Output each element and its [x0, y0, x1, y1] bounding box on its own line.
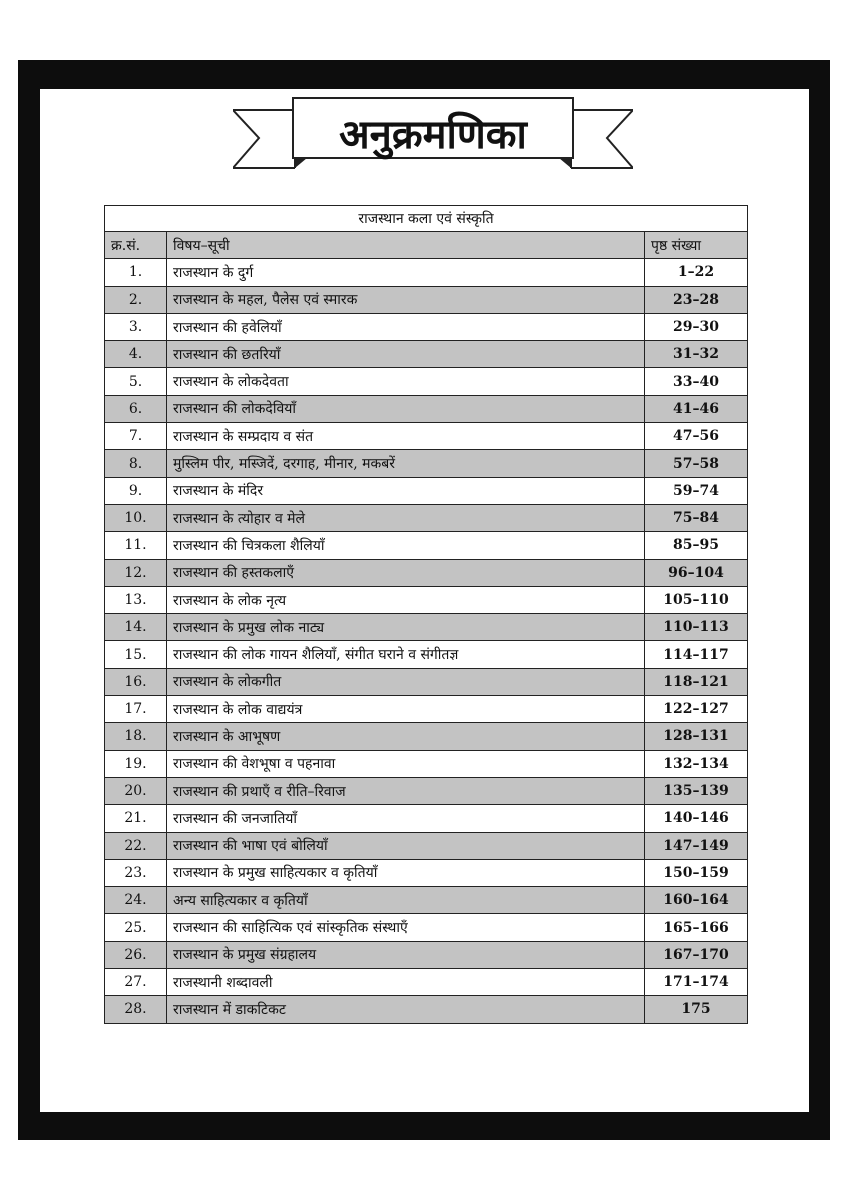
- title-ribbon-banner: [233, 96, 633, 180]
- table-row: [105, 286, 748, 313]
- row-topic: राजस्थान में डाकटिकट: [167, 996, 645, 1023]
- row-topic: राजस्थान की साहित्यिक एवं सांस्कृतिक संस्थाएँ: [167, 914, 645, 941]
- row-topic: राजस्थानी शब्दावली: [167, 969, 645, 996]
- row-serial-number: 1.: [105, 259, 167, 286]
- row-topic: राजस्थान के लोक वाद्ययंत्र: [167, 696, 645, 723]
- row-topic: राजस्थान की लोक गायन शैलियाँ, संगीत घराने व संगीतज्ञ: [167, 641, 645, 668]
- row-topic: राजस्थान के प्रमुख संग्रहालय: [167, 941, 645, 968]
- table-row: [105, 532, 748, 559]
- row-serial-number: 13.: [105, 586, 167, 613]
- table-row: [105, 859, 748, 886]
- row-page-range: 160–164: [645, 887, 748, 914]
- row-serial-number: 20.: [105, 777, 167, 804]
- table-row: [105, 723, 748, 750]
- row-serial-number: 18.: [105, 723, 167, 750]
- row-topic: राजस्थान के मंदिर: [167, 477, 645, 504]
- row-topic: मुस्लिम पीर, मस्जिदें, दरगाह, मीनार, मकबरें: [167, 450, 645, 477]
- row-serial-number: 23.: [105, 859, 167, 886]
- row-serial-number: 14.: [105, 614, 167, 641]
- table-row: [105, 996, 748, 1023]
- table-row: [105, 668, 748, 695]
- row-serial-number: 8.: [105, 450, 167, 477]
- row-topic: राजस्थान के प्रमुख लोक नाट्य: [167, 614, 645, 641]
- row-topic: राजस्थान के महल, पैलेस एवं स्मारक: [167, 286, 645, 313]
- row-page-range: 118–121: [645, 668, 748, 695]
- table-row: [105, 887, 748, 914]
- row-topic: राजस्थान के त्योहार व मेले: [167, 504, 645, 531]
- row-page-range: 132–134: [645, 750, 748, 777]
- table-caption-row: [105, 206, 748, 232]
- row-serial-number: 19.: [105, 750, 167, 777]
- table-row: [105, 313, 748, 340]
- row-serial-number: 7.: [105, 423, 167, 450]
- table-row: [105, 641, 748, 668]
- row-serial-number: 16.: [105, 668, 167, 695]
- row-topic: राजस्थान की हस्तकलाएँ: [167, 559, 645, 586]
- table-row: [105, 259, 748, 286]
- row-page-range: 23–28: [645, 286, 748, 313]
- contents-table: [104, 205, 748, 1024]
- row-page-range: 85–95: [645, 532, 748, 559]
- table-row: [105, 832, 748, 859]
- row-page-range: 59–74: [645, 477, 748, 504]
- row-topic: राजस्थान के लोक नृत्य: [167, 586, 645, 613]
- row-page-range: 29–30: [645, 313, 748, 340]
- row-page-range: 110–113: [645, 614, 748, 641]
- row-serial-number: 17.: [105, 696, 167, 723]
- table-caption: राजस्थान कला एवं संस्कृति: [105, 206, 748, 232]
- header-page-number: पृष्ठ संख्या: [645, 232, 748, 259]
- row-page-range: 105–110: [645, 586, 748, 613]
- row-page-range: 96–104: [645, 559, 748, 586]
- row-page-range: 167–170: [645, 941, 748, 968]
- row-serial-number: 4.: [105, 341, 167, 368]
- row-page-range: 140–146: [645, 805, 748, 832]
- row-page-range: 57–58: [645, 450, 748, 477]
- row-page-range: 128–131: [645, 723, 748, 750]
- row-topic: राजस्थान के आभूषण: [167, 723, 645, 750]
- row-topic: राजस्थान की जनजातियाँ: [167, 805, 645, 832]
- row-serial-number: 2.: [105, 286, 167, 313]
- row-serial-number: 11.: [105, 532, 167, 559]
- row-serial-number: 5.: [105, 368, 167, 395]
- row-serial-number: 24.: [105, 887, 167, 914]
- row-page-range: 165–166: [645, 914, 748, 941]
- row-page-range: 1–22: [645, 259, 748, 286]
- row-topic: राजस्थान की भाषा एवं बोलियाँ: [167, 832, 645, 859]
- row-topic: राजस्थान के लोकगीत: [167, 668, 645, 695]
- row-page-range: 122–127: [645, 696, 748, 723]
- row-topic: राजस्थान के सम्प्रदाय व संत: [167, 423, 645, 450]
- table-row: [105, 614, 748, 641]
- table-row: [105, 586, 748, 613]
- table-row: [105, 395, 748, 422]
- table-row: [105, 696, 748, 723]
- page-title: अनुक्रमणिका: [339, 110, 527, 158]
- row-serial-number: 21.: [105, 805, 167, 832]
- row-topic: राजस्थान की प्रथाएँ व रीति–रिवाज: [167, 777, 645, 804]
- row-page-range: 114–117: [645, 641, 748, 668]
- header-serial-number: क्र.सं.: [105, 232, 167, 259]
- row-page-range: 171–174: [645, 969, 748, 996]
- row-page-range: 47–56: [645, 423, 748, 450]
- table-row: [105, 559, 748, 586]
- row-topic: अन्य साहित्यकार व कृतियाँ: [167, 887, 645, 914]
- table-row: [105, 750, 748, 777]
- row-page-range: 175: [645, 996, 748, 1023]
- row-page-range: 150–159: [645, 859, 748, 886]
- row-serial-number: 22.: [105, 832, 167, 859]
- header-topic: विषय–सूची: [167, 232, 645, 259]
- row-serial-number: 3.: [105, 313, 167, 340]
- row-page-range: 31–32: [645, 341, 748, 368]
- table-row: [105, 341, 748, 368]
- row-serial-number: 10.: [105, 504, 167, 531]
- row-page-range: 135–139: [645, 777, 748, 804]
- row-topic: राजस्थान के दुर्ग: [167, 259, 645, 286]
- row-topic: राजस्थान की हवेलियाँ: [167, 313, 645, 340]
- row-serial-number: 26.: [105, 941, 167, 968]
- table-row: [105, 477, 748, 504]
- row-serial-number: 12.: [105, 559, 167, 586]
- table-row: [105, 941, 748, 968]
- row-serial-number: 6.: [105, 395, 167, 422]
- row-topic: राजस्थान की लोकदेवियाँ: [167, 395, 645, 422]
- table-header-row: [105, 232, 748, 259]
- row-serial-number: 28.: [105, 996, 167, 1023]
- table-row: [105, 368, 748, 395]
- table-row: [105, 504, 748, 531]
- row-page-range: 41–46: [645, 395, 748, 422]
- row-topic: राजस्थान के प्रमुख साहित्यकार व कृतियाँ: [167, 859, 645, 886]
- table-row: [105, 423, 748, 450]
- row-serial-number: 9.: [105, 477, 167, 504]
- row-topic: राजस्थान की छतरियाँ: [167, 341, 645, 368]
- contents-table-body: [105, 206, 748, 1024]
- table-row: [105, 914, 748, 941]
- table-row: [105, 969, 748, 996]
- row-page-range: 75–84: [645, 504, 748, 531]
- row-topic: राजस्थान की चित्रकला शैलियाँ: [167, 532, 645, 559]
- table-row: [105, 777, 748, 804]
- row-topic: राजस्थान के लोकदेवता: [167, 368, 645, 395]
- table-row: [105, 450, 748, 477]
- table-row: [105, 805, 748, 832]
- row-page-range: 33–40: [645, 368, 748, 395]
- row-serial-number: 25.: [105, 914, 167, 941]
- row-page-range: 147–149: [645, 832, 748, 859]
- row-serial-number: 15.: [105, 641, 167, 668]
- row-topic: राजस्थान की वेशभूषा व पहनावा: [167, 750, 645, 777]
- row-serial-number: 27.: [105, 969, 167, 996]
